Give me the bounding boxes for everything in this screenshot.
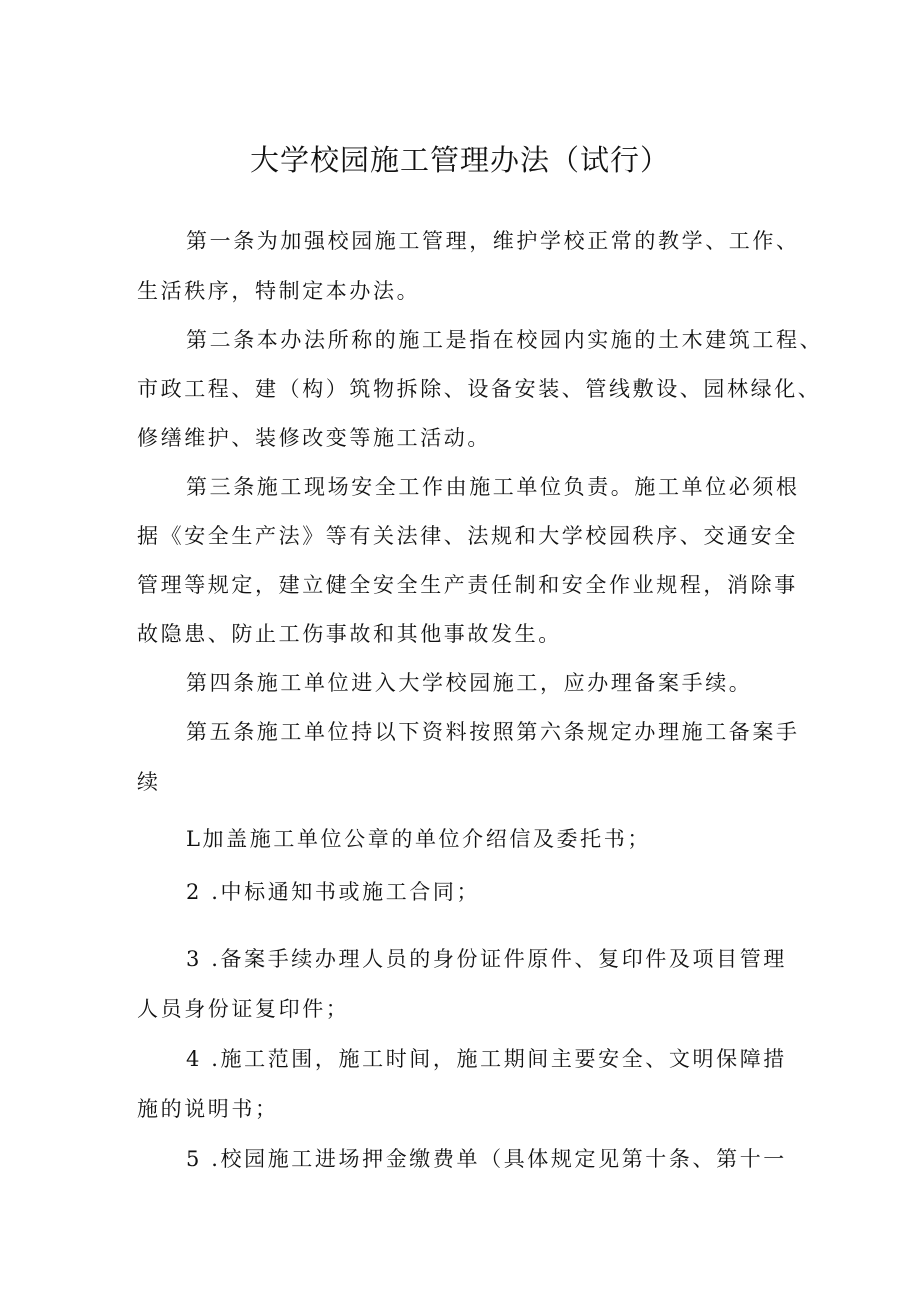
text-line: 修缮维护、装修改变等施工活动。	[137, 426, 491, 450]
text-line: 第二条本办法所称的施工是指在校园内实施的土木建筑工程、	[186, 328, 824, 352]
list-item: 3 .备案手续办理人员的身份证件原件、复印件及项目管理	[186, 947, 787, 971]
list-item: 4 .施工范围，施工时间，施工期间主要安全、文明保障措	[186, 1047, 787, 1071]
text-line: 第三条施工现场安全工作由施工单位负责。施工单位必须根	[186, 475, 800, 499]
text-line: 据《安全生产法》等有关法律、法规和大学校园秩序、交通安全	[137, 524, 798, 548]
list-item: 2 .中标通知书或施工合同；	[186, 880, 481, 904]
list-item: 5 .校园施工进场押金缴费单（具体规定见第十条、第十一	[186, 1147, 787, 1171]
text-line: 第五条施工单位持以下资料按照第六条规定办理施工备案手	[186, 720, 800, 744]
text-line: 市政工程、建（构）筑物拆除、设备安装、管线敷设、园林绿化、	[137, 377, 822, 401]
text-line: 第一条为加强校园施工管理，维护学校正常的教学、工作、	[186, 229, 800, 253]
text-line: 生活秩序，特制定本办法。	[137, 279, 421, 303]
text-line: 人员身份证复印件；	[137, 997, 350, 1021]
text-line: 续	[137, 770, 161, 794]
list-item: L加盖施工单位公章的单位介绍信及委托书；	[186, 827, 651, 851]
text-line: 故隐患、防止工伤事故和其他事故发生。	[137, 622, 562, 646]
text-line: 施的说明书；	[137, 1097, 279, 1121]
document-title: 大学校园施工管理办法（试行）	[249, 143, 670, 177]
text-line: 管理等规定，建立健全安全生产责任制和安全作业规程，消除事	[137, 573, 798, 597]
text-line: 第四条施工单位进入大学校园施工，应办理备案手续。	[186, 671, 753, 695]
